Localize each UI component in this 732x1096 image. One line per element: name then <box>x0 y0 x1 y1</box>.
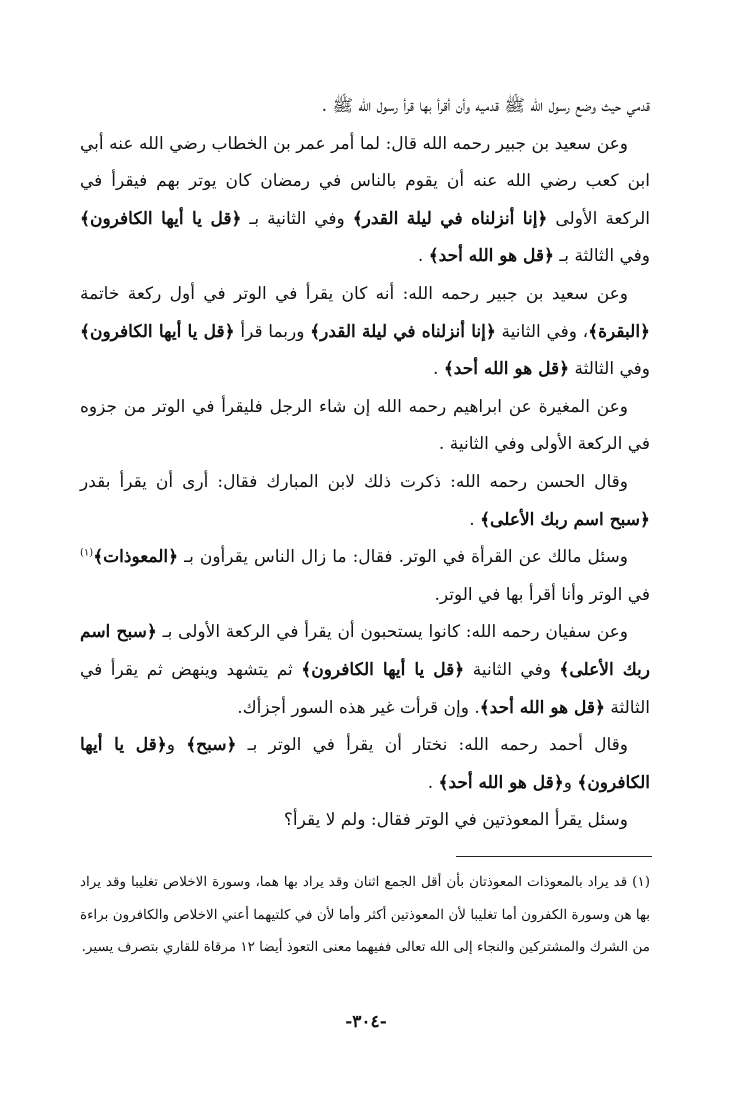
text-run: وعن المغيرة عن ابراهيم رحمه الله إن شاء الرجل فليقرأ في الوتر من جزوه في الركعة الأولى وفي الثانية . <box>80 396 650 455</box>
quran-citation: ﴿سبح اسم ربك الأعلى﴾ <box>480 509 650 530</box>
quran-citation: ﴿قل يا أيها الكافرون﴾ <box>80 321 235 342</box>
quran-citation: ﴿المعوذات﴾ <box>93 547 179 568</box>
text-run: . <box>433 359 444 380</box>
text-run: وفي الثالثة <box>569 359 650 380</box>
text-run: وربما قرأ <box>234 321 311 342</box>
text-run: وفي الثانية <box>464 659 560 680</box>
quran-citation: ﴿قل هو الله أحد﴾ <box>438 772 564 793</box>
text-run: . <box>417 246 429 267</box>
paragraph <box>80 802 650 840</box>
text-run: . <box>427 772 439 793</box>
paragraph <box>80 88 650 126</box>
paragraph <box>80 464 650 539</box>
footnote-ref: (١) <box>80 547 94 559</box>
text-run: ثم يتشهد وينهض ثم يقرأ في الثالثة <box>80 659 650 718</box>
quran-citation: ﴿إنا أنزلناه في ليلة القدر﴾ <box>352 208 548 229</box>
paragraph <box>80 614 650 727</box>
text-run: وعن سعيد بن جبير رحمه الله قال: لما أمر عمر بن الخطاب رضي الله عنه أبي ابن كعب رضي الله عنه أن يقوم بالناس في رمضان كان يوتر بهم فيقرأ في الركعة الأولى <box>80 133 651 229</box>
text-run: وقال الحسن رحمه الله: ذكرت ذلك لابن المبارك فقال: أرى أن يقرأ بقدر <box>80 471 628 492</box>
paragraph <box>80 727 650 802</box>
page-number: -٣٠٤- <box>345 1012 387 1032</box>
quran-citation: ﴿البقرة﴾ <box>588 321 650 342</box>
text-run: وقال أحمد رحمه الله: نختار أن يقرأ في الوتر بـ <box>236 735 629 756</box>
paragraph <box>80 276 650 389</box>
quran-citation: ﴿قل هو الله أحد﴾ <box>479 697 605 718</box>
paragraph <box>80 539 650 614</box>
quran-citation: ﴿سبح اسم ربك الأعلى﴾ <box>80 622 650 680</box>
text-run: وعن سعيد بن جبير رحمه الله: أنه كان يقرأ في الوتر في أول ركعة خاتمة <box>80 283 628 304</box>
text-run: و <box>166 735 187 756</box>
text-run: في الوتر وأنا أقرأ بها في الوتر. <box>434 584 650 605</box>
paragraph <box>80 126 650 276</box>
quran-citation: ﴿إنا أنزلناه في ليلة القدر﴾ <box>310 321 496 342</box>
paragraph <box>80 389 650 464</box>
text-run: و <box>563 772 578 793</box>
quran-citation: ﴿قل يا أيها الكافرون﴾ <box>80 208 242 229</box>
quran-citation: ﴿سبح﴾ <box>186 735 237 756</box>
text-run: وعن سفيان رحمه الله: كانوا يستحبون أن يقرأ في الركعة الأولى بـ <box>156 622 628 643</box>
main-text <box>80 88 650 840</box>
quran-citation: ﴿قل يا أيها الكافرون﴾ <box>301 659 465 680</box>
footnote-text: (١) قد يراد بالمعوذات المعوذتان بأن أقل الجمع اثنان وقد يراد بها هما، وسورة الاخلاص تغليبا وقد يراد بها هن وسورة الكفرون أما تغليبا لأن المعوذتين أكثر وأما لأن في كلتيهما أعني الاخلاص والكافرون براءة من الشرك والمشتركين والنجاء إلى الله تعالى ففيهما معنى التعوذ أيضا ١٢ مرقاة للقاري بتصرف يسير. <box>80 874 650 955</box>
quran-citation: ﴿قل هو الله أحد﴾ <box>443 359 570 380</box>
text-run: وفي الثالثة بـ <box>553 246 650 267</box>
text-run: قدمي حيث وضع رسول الله ﷺ قدميه وأن أقرأ بها قرأ رسول الله ﷺ . <box>321 96 650 116</box>
footnote <box>80 866 650 964</box>
text-run: وسئل مالك عن القرأة في الوتر. فقال: ما زال الناس يقرأون بـ <box>178 547 628 568</box>
text-run: . <box>469 509 481 530</box>
quran-citation: ﴿قل يا أيها الكافرون﴾ <box>80 735 650 793</box>
text-run: وسئل يقرأ المعوذتين في الوتر فقال: ولم لا يقرأ؟ <box>283 810 628 831</box>
text-run: وفي الثانية بـ <box>241 208 353 229</box>
quran-citation: ﴿قل هو الله أحد﴾ <box>428 246 554 267</box>
footnote-divider <box>456 856 652 857</box>
text-run: ، وفي الثانية <box>495 321 589 342</box>
text-run: . وإن قرأت غير هذه السور أجزأك. <box>237 697 480 718</box>
